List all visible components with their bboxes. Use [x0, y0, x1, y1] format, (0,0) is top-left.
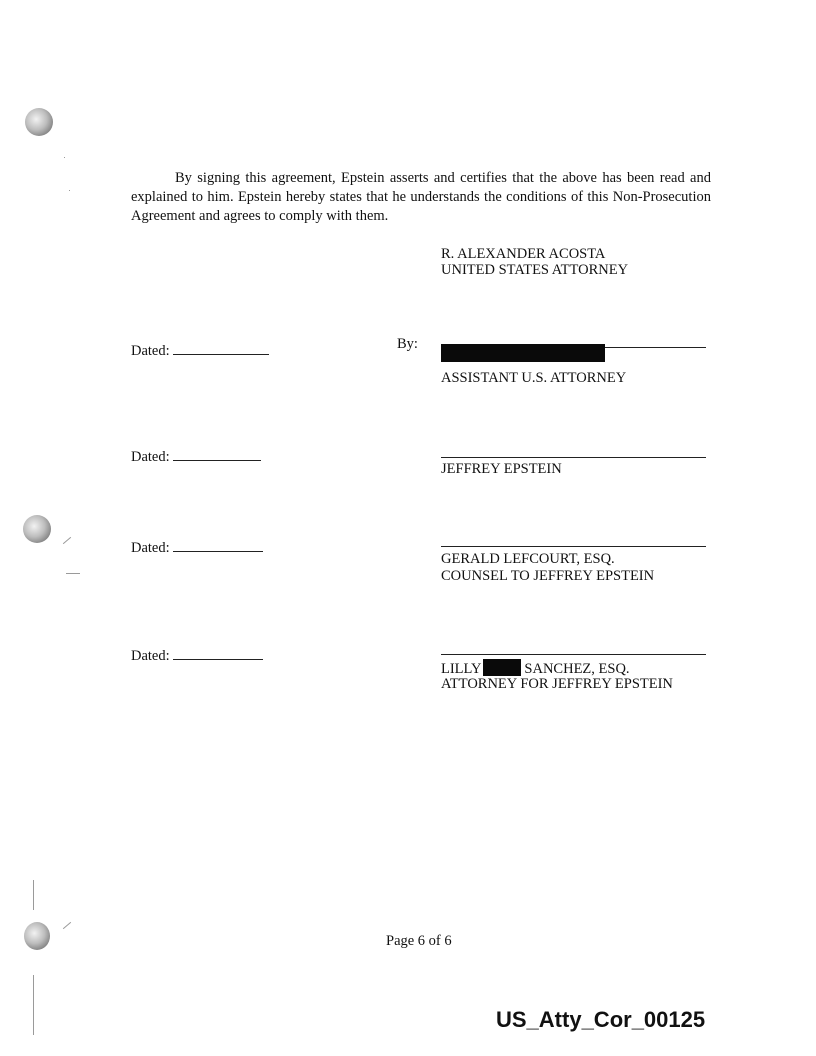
- dated-label-4: Dated:: [131, 645, 263, 665]
- lefcourt-title: COUNSEL TO JEFFREY EPSTEIN: [441, 568, 655, 584]
- punch-hole-bottom: [24, 922, 50, 950]
- scan-speck: [66, 573, 80, 574]
- bates-stamp: US_Atty_Cor_00125: [496, 1007, 706, 1032]
- scan-speck: [33, 975, 34, 1035]
- by-label: By:: [397, 336, 418, 352]
- lefcourt-name: GERALD LEFCOURT, ESQ.: [441, 551, 615, 567]
- signature-line-sanchez[interactable]: [441, 654, 706, 655]
- dated-label-1: Dated:: [131, 340, 269, 360]
- date-field-2[interactable]: [173, 446, 261, 461]
- scan-speck: [69, 190, 70, 191]
- redaction-block: [483, 659, 521, 676]
- dated-label-2: Dated:: [131, 446, 261, 466]
- redaction-block: [441, 344, 605, 362]
- dated-label-3: Dated:: [131, 537, 263, 557]
- epstein-name: JEFFREY EPSTEIN: [441, 461, 562, 477]
- signature-line-epstein[interactable]: [441, 457, 706, 458]
- date-field-4[interactable]: [173, 645, 263, 660]
- date-field-3[interactable]: [173, 537, 263, 552]
- agreement-paragraph: [131, 169, 711, 226]
- sanchez-last-name: SANCHEZ, ESQ.: [524, 661, 630, 677]
- punch-hole-top: [25, 108, 53, 136]
- punch-hole-middle: [23, 515, 51, 543]
- ausa-title: ASSISTANT U.S. ATTORNEY: [441, 370, 627, 386]
- us-attorney-name: R. ALEXANDER ACOSTA: [441, 246, 606, 262]
- date-field-1[interactable]: [173, 340, 269, 355]
- scan-speck: [63, 537, 71, 544]
- sanchez-title: ATTORNEY FOR JEFFREY EPSTEIN: [441, 676, 673, 692]
- scan-speck: [64, 157, 65, 158]
- signature-line-lefcourt[interactable]: [441, 546, 706, 547]
- agreement-paragraph-text: By signing this agreement, Epstein asserts and certifies that the above has been read and explained to him. Epstein hereby states that he understands the conditions of this Non-Prosecution Agreement and agrees to comply with them.: [131, 170, 711, 224]
- us-attorney-title: UNITED STATES ATTORNEY: [441, 262, 629, 278]
- page-number: Page 6 of 6: [386, 933, 452, 949]
- scan-speck: [33, 880, 34, 910]
- sanchez-first-name: LILLY: [441, 661, 482, 677]
- scan-speck: [63, 922, 71, 929]
